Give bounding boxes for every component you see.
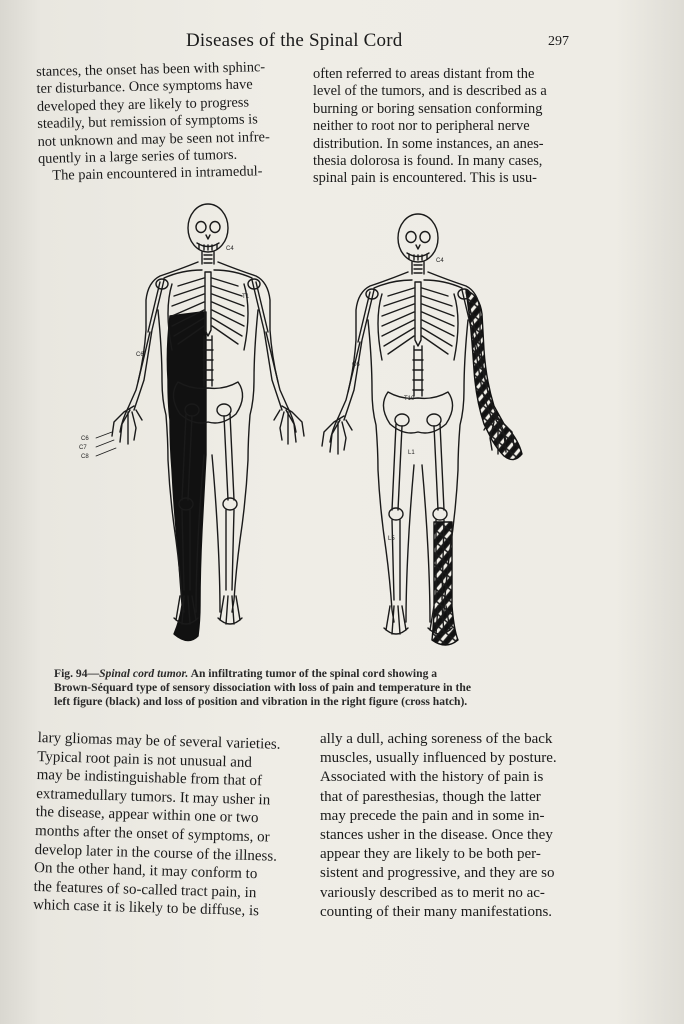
- label-t1: T1: [242, 294, 250, 300]
- text-line: burning or boring sensation conforming: [313, 100, 543, 117]
- fig-number: Fig. 94—: [54, 667, 100, 680]
- label-c8-hand: C8: [81, 454, 89, 460]
- label-c4-right: C4: [436, 258, 444, 264]
- text-line: not unknown and may be seen not infre-: [37, 128, 270, 150]
- label-c6: C6: [136, 352, 144, 358]
- text-line: stances, the onset has been with sphinc-: [36, 59, 266, 80]
- text-line: extramedullary tumors. It may usher in: [35, 785, 271, 809]
- text-line: ally a dull, aching soreness of the back: [320, 731, 553, 747]
- text-line: developed they are likely to progress: [36, 94, 250, 115]
- text-line: distribution. In some instances, an anes-: [313, 135, 544, 152]
- text-line: variously described as to merit no ac-: [320, 884, 545, 901]
- text-line: the disease, appear within one or two: [35, 804, 259, 827]
- text-line: ter disturbance. Once symptoms have: [36, 76, 253, 98]
- skeleton-diagram: [60, 200, 560, 658]
- caption-line-2: Brown-Séquard type of sensory dissociation with loss of pain and temperature in the: [54, 681, 471, 694]
- top-left-column: [36, 58, 302, 185]
- label-t10: T10: [404, 396, 415, 402]
- text-line: may precede the pain and in some in-: [320, 807, 545, 824]
- text-line: spinal pain is encountered. This is usu-: [313, 170, 537, 187]
- bottom-right-column: [320, 730, 592, 922]
- label-l5: L5: [388, 536, 395, 542]
- text-line: months after the onset of symptoms, or: [34, 822, 270, 846]
- text-line: which case it is likely to be diffuse, is: [32, 897, 260, 920]
- text-line: that of paresthesias, though the latter: [320, 788, 541, 805]
- fig-title: Spinal cord tumor.: [99, 667, 189, 680]
- text-line: stances usher in the disease. Once they: [320, 827, 553, 844]
- text-line: neither to root nor to peripheral nerve: [313, 118, 530, 135]
- text-line: develop later in the course of the illness.: [34, 841, 278, 865]
- right-skeleton-figure: [322, 214, 522, 645]
- text-line: lary gliomas may be of several varieties.: [37, 729, 281, 753]
- text-line: the features of so-called tract pain, in: [33, 878, 257, 901]
- page-number: 297: [548, 34, 569, 49]
- left-skeleton-figure: [79, 204, 304, 641]
- text-line: thesia dolorosa is found. In many cases,: [313, 153, 543, 170]
- page-header: [0, 30, 684, 60]
- label-c7-hand: C7: [79, 445, 87, 451]
- caption-line-1: An infiltrating tumor of the spinal cord showing a: [188, 667, 438, 680]
- text-line: On the other hand, it may conform to: [33, 860, 258, 883]
- text-line: Typical root pain is not unusual and: [37, 748, 253, 771]
- bottom-left-column: [33, 729, 306, 922]
- text-line: often referred to areas distant from the: [313, 66, 535, 82]
- text-line: The pain encountered in intramedul-: [52, 163, 263, 185]
- label-l1: L1: [408, 450, 415, 456]
- position-loss-arm: [466, 290, 522, 460]
- anatomical-figure: [60, 200, 560, 658]
- text-line: counting of their many manifestations.: [320, 903, 553, 920]
- label-c6-hand: C6: [81, 436, 89, 442]
- pain-loss-region: [167, 312, 206, 641]
- text-line: muscles, usually influenced by posture.: [320, 750, 557, 767]
- running-title: Diseases of the Spinal Cord: [186, 30, 403, 51]
- figure-caption: [54, 667, 574, 709]
- text-line: level of the tumors, and is described as a: [313, 83, 547, 100]
- label-c4: C4: [226, 246, 234, 252]
- text-line: appear they are likely to be both per-: [320, 846, 541, 863]
- text-line: steadily, but remission of symptoms is: [37, 111, 258, 133]
- text-line: sistent and progressive, and they are so: [320, 865, 555, 882]
- text-line: may be indistinguishable from that of: [36, 767, 263, 790]
- label-c6-right: C6: [352, 362, 360, 368]
- text-line: Associated with the history of pain is: [320, 769, 544, 786]
- caption-line-3: left figure (black) and loss of position and vibration in the right figure (cross hatch).: [54, 695, 468, 708]
- top-right-column: [313, 66, 577, 188]
- text-line: quently in a large series of tumors.: [37, 146, 238, 168]
